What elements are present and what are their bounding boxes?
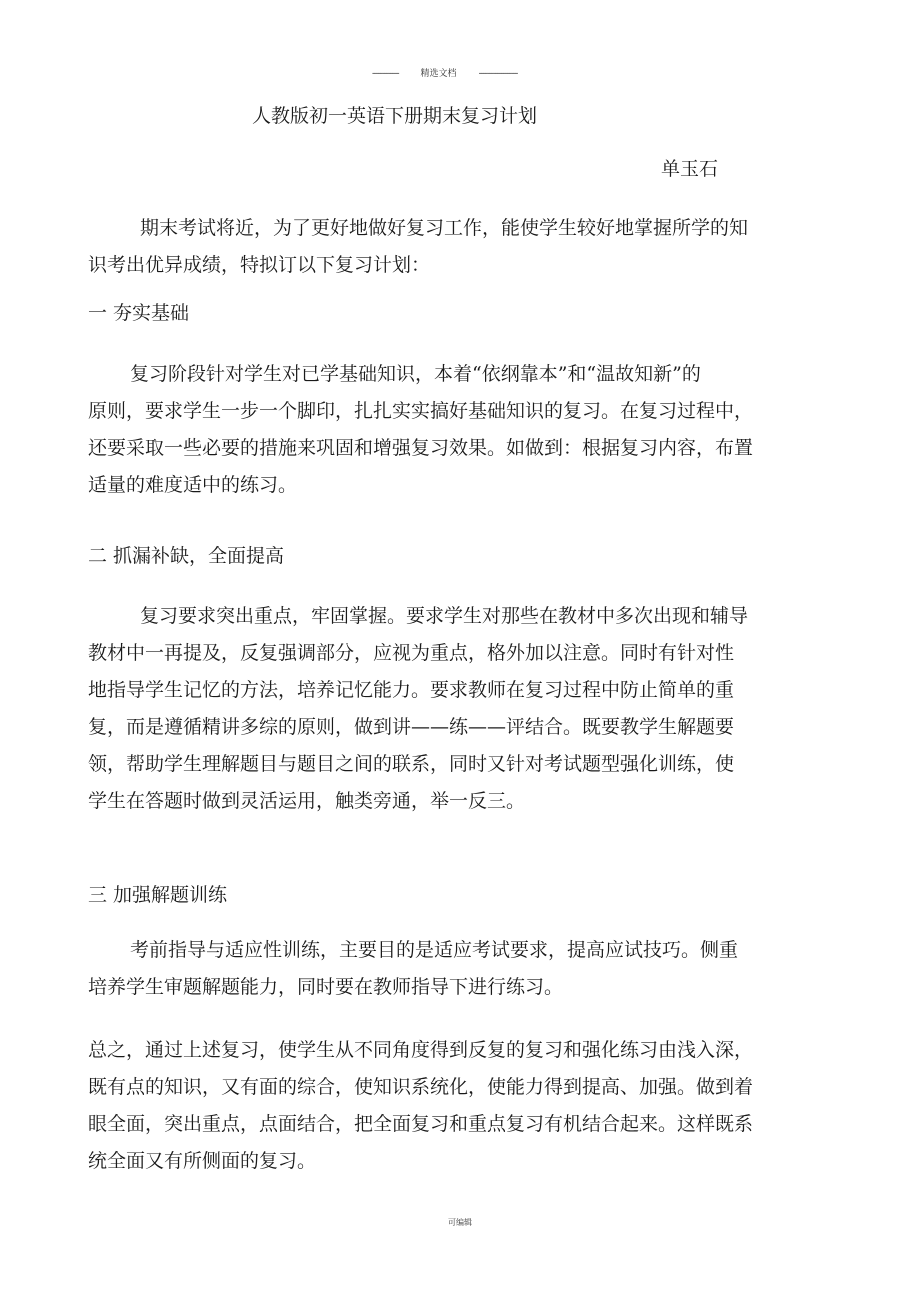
header-label: 精选文档 [420,69,457,79]
paragraph-line: 总之，通过上述复习，使学生从不同角度得到反复的复习和强化练习由浅入深， [88,1039,754,1061]
author-name: 单玉石 [661,158,719,180]
paragraph-line: 考前指导与适应性训练，主要目的是适应考试要求，提高应试技巧。侧重 [130,939,739,961]
paragraph-line: 期末考试将近，为了更好地做好复习工作，能使学生较好地掌握所学的知 [140,217,749,239]
document-title: 人教版初一英语下册期末复习计划 [252,105,538,127]
paragraph-line: 既有点的知识，又有面的综合，使知识系统化，使能力得到提高、加强。做到着 [88,1076,754,1098]
paragraph-line: 还要采取一些必要的措施来巩固和增强复习效果。如做到：根据复习内容，布置 [88,437,754,459]
paragraph-line: 复，而是遵循精讲多综的原则，做到讲——练——评结合。既要教学生解题要 [88,716,735,738]
section-paragraph-2 [88,598,810,820]
paragraph-line: 学生在答题时做到灵活运用，触类旁通，举一反三。 [88,790,526,812]
paragraph-line: 教材中一再提及，反复强调部分，应视为重点，格外加以注意。同时有针对性 [88,642,735,664]
page-header [372,66,517,79]
paragraph-line: 原则，要求学生一步一个脚印，扎扎实实搞好基础知识的复习。在复习过程中， [88,400,754,422]
paragraph-line: 培养学生审题解题能力，同时要在教师指导下进行练习。 [88,976,564,998]
paragraph-line: 地指导学生记忆的方法，培养记忆能力。要求教师在复习过程中防止简单的重 [88,679,735,701]
section-paragraph-3 [88,932,810,1006]
paragraph-line: 领，帮助学生理解题目与题目之间的联系，同时又针对考试题型强化训练，使 [88,753,735,775]
paragraph-line: 眼全面，突出重点，点面结合，把全面复习和重点复习有机结合起来。这样既系 [88,1113,754,1135]
section-heading-2: 二 抓漏补缺，全面提高 [88,545,285,567]
paragraph-line: 复习要求突出重点，牢固掌握。要求学生对那些在教材中多次出现和辅导 [140,605,749,627]
header-left-dashes: ------------- [372,69,399,79]
section-heading-1: 一 夯实基础 [88,302,190,324]
paragraph-line: 统全面又有所侧面的复习。 [88,1150,317,1172]
section-heading-3: 三 加强解题训练 [88,884,228,906]
intro-paragraph [88,210,810,284]
paragraph-line: 复习阶段针对学生对已学基础知识，本着“依纲靠本”和“温故知新”的 [130,363,701,385]
paragraph-line: 识考出优异成绩，特拟订以下复习计划： [88,254,431,276]
section-paragraph-1 [88,356,810,504]
header-right-dashes: ------------------- [478,69,518,79]
page-footer: 可编辑 [448,1218,472,1227]
conclusion-paragraph [88,1032,810,1180]
paragraph-line: 适量的难度适中的练习。 [88,474,298,496]
